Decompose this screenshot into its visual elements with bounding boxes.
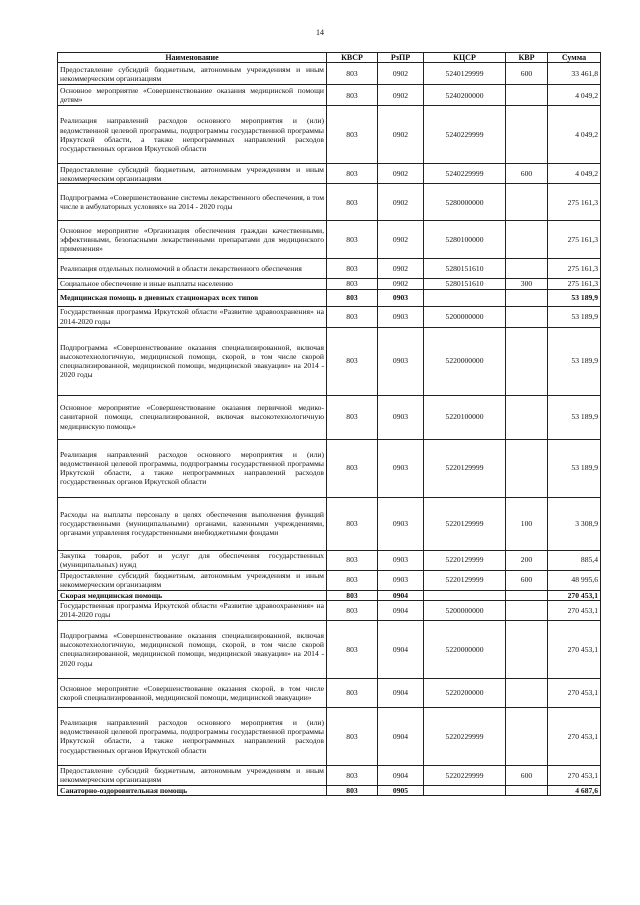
row-kvr: 200 (506, 550, 548, 570)
row-name: Государственная программа Иркутской области «Развитие здравоохранения» на 2014-2020 годы (58, 600, 327, 620)
table-row (58, 570, 601, 590)
row-kcsr (424, 289, 506, 306)
row-kcsr: 5220200000 (424, 678, 506, 707)
row-name: Подпрограмма «Совершенствование оказания специализированной, включая высокотехнологичную, медицинской помощи, скорой, в том числе скорой специализированной, медицинской помощи, медицинской эвакуации» на 2014 - 2020 годы (58, 620, 327, 678)
table-row (58, 439, 601, 497)
row-kvr (506, 395, 548, 439)
row-kcsr: 5220000000 (424, 327, 506, 395)
row-rzpr: 0902 (378, 63, 424, 85)
row-sum: 270 453,1 (548, 678, 601, 707)
table-row (58, 497, 601, 550)
row-name: Подпрограмма «Совершенствование системы лекарственного обеспечения, в том числе в амбулаторных условиях» на 2014 - 2020 годы (58, 184, 327, 221)
table-row (58, 63, 601, 85)
row-kcsr: 5280151610 (424, 279, 506, 289)
row-kvsr: 803 (327, 550, 378, 570)
row-sum: 885,4 (548, 550, 601, 570)
row-kcsr: 5220129999 (424, 550, 506, 570)
row-rzpr: 0903 (378, 570, 424, 590)
page-number: 14 (316, 28, 324, 37)
row-name: Основное мероприятие «Организация обеспечения граждан качественными, эффективными, безопасными лекарственными препаратами для медицинского применения» (58, 221, 327, 259)
row-sum: 270 453,1 (548, 590, 601, 600)
row-sum: 53 189,9 (548, 327, 601, 395)
row-kvr (506, 106, 548, 164)
row-sum: 4 687,6 (548, 785, 601, 795)
budget-table (57, 52, 601, 796)
table-row (58, 85, 601, 106)
row-name: Основное мероприятие «Совершенствование оказания медицинской помощи детям» (58, 85, 327, 106)
row-name: Государственная программа Иркутской области «Развитие здравоохранения» на 2014-2020 годы (58, 306, 327, 327)
row-rzpr: 0903 (378, 289, 424, 306)
row-kvr: 300 (506, 279, 548, 289)
row-kvr (506, 707, 548, 765)
header-rzpr: РзПР (378, 53, 424, 63)
row-rzpr: 0904 (378, 600, 424, 620)
row-kvsr: 803 (327, 570, 378, 590)
row-kcsr: 5200000000 (424, 306, 506, 327)
row-kvsr: 803 (327, 85, 378, 106)
row-sum: 275 161,3 (548, 184, 601, 221)
row-name: Санаторно-оздоровительная помощь (58, 785, 327, 795)
row-sum: 3 308,9 (548, 497, 601, 550)
row-kvsr: 803 (327, 289, 378, 306)
row-kvr (506, 600, 548, 620)
row-name: Основное мероприятие «Совершенствование оказания первичной медико-санитарной помощи, специализированной, включая высокотехнологичную медицинскую помощь» (58, 395, 327, 439)
row-kvsr: 803 (327, 327, 378, 395)
table-row (58, 550, 601, 570)
row-kvr (506, 439, 548, 497)
row-rzpr: 0902 (378, 164, 424, 184)
row-kvsr: 803 (327, 259, 378, 279)
header-kvr: КВР (506, 53, 548, 63)
row-rzpr: 0903 (378, 550, 424, 570)
row-kcsr: 5220129999 (424, 570, 506, 590)
row-rzpr: 0902 (378, 221, 424, 259)
row-kvsr: 803 (327, 279, 378, 289)
row-kcsr: 5240229999 (424, 106, 506, 164)
row-name: Предоставление субсидий бюджетным, автономным учреждениям и иным некоммерческим организациям (58, 765, 327, 785)
row-kcsr: 5200000000 (424, 600, 506, 620)
row-kvr (506, 221, 548, 259)
row-kvr (506, 259, 548, 279)
row-kvsr: 803 (327, 765, 378, 785)
table-row (58, 678, 601, 707)
header-kvsr: КВСР (327, 53, 378, 63)
row-sum: 48 995,6 (548, 570, 601, 590)
row-kvr (506, 678, 548, 707)
row-kvr: 100 (506, 497, 548, 550)
row-rzpr: 0902 (378, 259, 424, 279)
row-rzpr: 0904 (378, 707, 424, 765)
row-rzpr: 0902 (378, 184, 424, 221)
table-row (58, 164, 601, 184)
header-sum: Сумма (548, 53, 601, 63)
row-sum: 275 161,3 (548, 221, 601, 259)
row-sum: 270 453,1 (548, 707, 601, 765)
row-kcsr: 5280000000 (424, 184, 506, 221)
row-rzpr: 0904 (378, 678, 424, 707)
row-rzpr: 0903 (378, 306, 424, 327)
section-row (58, 785, 601, 795)
row-kvsr: 803 (327, 164, 378, 184)
row-kvr (506, 289, 548, 306)
row-sum: 275 161,3 (548, 259, 601, 279)
row-rzpr: 0904 (378, 765, 424, 785)
row-kvsr: 803 (327, 63, 378, 85)
table-row (58, 221, 601, 259)
row-kvsr: 803 (327, 221, 378, 259)
row-sum: 4 049,2 (548, 164, 601, 184)
row-kvr (506, 327, 548, 395)
row-kvsr: 803 (327, 184, 378, 221)
row-rzpr: 0903 (378, 395, 424, 439)
row-name: Реализация направлений расходов основного мероприятия и (или) ведомственной целевой программы, подпрограммы государственной программы Иркутской области, а также непрограммных направлений расходов государственных органов Иркутской области (58, 707, 327, 765)
row-kvsr: 803 (327, 620, 378, 678)
row-kcsr: 5240200000 (424, 85, 506, 106)
section-row (58, 289, 601, 306)
row-kcsr (424, 590, 506, 600)
row-kvsr: 803 (327, 785, 378, 795)
row-sum: 4 049,2 (548, 106, 601, 164)
row-kcsr: 5280100000 (424, 221, 506, 259)
row-kcsr: 5240229999 (424, 164, 506, 184)
row-name: Основное мероприятие «Совершенствование оказания скорой, в том числе скорой специализированной, медицинской помощи, медицинской эвакуации» (58, 678, 327, 707)
row-kvr (506, 590, 548, 600)
row-kvsr: 803 (327, 306, 378, 327)
row-kvsr: 803 (327, 497, 378, 550)
section-row (58, 590, 601, 600)
row-sum: 4 049,2 (548, 85, 601, 106)
row-kvsr: 803 (327, 707, 378, 765)
row-sum: 275 161,3 (548, 279, 601, 289)
row-name: Предоставление субсидий бюджетным, автономным учреждениям и иным некоммерческим организациям (58, 570, 327, 590)
table-row (58, 184, 601, 221)
row-kcsr: 5220000000 (424, 620, 506, 678)
table-row (58, 106, 601, 164)
row-name: Предоставление субсидий бюджетным, автономным учреждениям и иным некоммерческим организациям (58, 63, 327, 85)
header-kcsr: КЦСР (424, 53, 506, 63)
row-sum: 270 453,1 (548, 620, 601, 678)
row-kcsr (424, 785, 506, 795)
row-name: Медицинская помощь в дневных стационарах всех типов (58, 289, 327, 306)
row-name: Скорая медицинская помощь (58, 590, 327, 600)
row-kvr (506, 85, 548, 106)
row-kvsr: 803 (327, 600, 378, 620)
row-rzpr: 0902 (378, 279, 424, 289)
table-row (58, 395, 601, 439)
row-rzpr: 0904 (378, 590, 424, 600)
table-row (58, 306, 601, 327)
row-name: Предоставление субсидий бюджетным, автономным учреждениям и иным некоммерческим организациям (58, 164, 327, 184)
row-kvr (506, 184, 548, 221)
row-rzpr: 0902 (378, 85, 424, 106)
table-row (58, 620, 601, 678)
table-header-row (58, 53, 601, 63)
row-rzpr: 0905 (378, 785, 424, 795)
row-kvr (506, 306, 548, 327)
row-sum: 53 189,9 (548, 395, 601, 439)
row-kvsr: 803 (327, 439, 378, 497)
table-row (58, 765, 601, 785)
row-kvsr: 803 (327, 395, 378, 439)
row-name: Подпрограмма «Совершенствование оказания специализированной, включая высокотехнологичную, медицинской помощи, скорой, в том числе скорой специализированной, медицинской помощи, медицинской эвакуации» на 2014 - 2020 годы (58, 327, 327, 395)
row-name: Реализация направлений расходов основного мероприятия и (или) ведомственной целевой программы, подпрограммы государственной программы Иркутской области, а также непрограммных направлений расходов государственных органов Иркутской области (58, 439, 327, 497)
header-name: Наименование (58, 53, 327, 63)
table-row (58, 327, 601, 395)
row-kvr: 600 (506, 570, 548, 590)
row-name: Социальное обеспечение и иные выплаты населению (58, 279, 327, 289)
table-row (58, 279, 601, 289)
table-row (58, 600, 601, 620)
row-sum: 53 189,9 (548, 306, 601, 327)
row-kvr (506, 620, 548, 678)
row-kcsr: 5220229999 (424, 765, 506, 785)
row-kvr: 600 (506, 164, 548, 184)
row-name: Реализация направлений расходов основного мероприятия и (или) ведомственной целевой программы, подпрограммы государственной программы Иркутской области, а также непрограммных направлений расходов государственных органов Иркутской области (58, 106, 327, 164)
table-row (58, 259, 601, 279)
row-kvr (506, 785, 548, 795)
row-sum: 53 189,9 (548, 289, 601, 306)
row-kcsr: 5220229999 (424, 707, 506, 765)
table-row (58, 707, 601, 765)
row-kcsr: 5220129999 (424, 439, 506, 497)
row-kcsr: 5240129999 (424, 63, 506, 85)
row-name: Расходы на выплаты персоналу в целях обеспечения выполнения функций государственными (муниципальными) органами, казенными учреждениями, органами управления государственными внебюджетными фондами (58, 497, 327, 550)
row-rzpr: 0902 (378, 106, 424, 164)
row-kvsr: 803 (327, 590, 378, 600)
row-name: Реализация отдельных полномочий в области лекарственного обеспечения (58, 259, 327, 279)
row-kcsr: 5280151610 (424, 259, 506, 279)
row-rzpr: 0903 (378, 497, 424, 550)
row-kcsr: 5220129999 (424, 497, 506, 550)
row-sum: 270 453,1 (548, 600, 601, 620)
row-sum: 33 461,8 (548, 63, 601, 85)
row-kvr: 600 (506, 63, 548, 85)
row-kvsr: 803 (327, 106, 378, 164)
row-sum: 53 189,9 (548, 439, 601, 497)
row-sum: 270 453,1 (548, 765, 601, 785)
row-rzpr: 0903 (378, 439, 424, 497)
row-kvr: 600 (506, 765, 548, 785)
row-rzpr: 0904 (378, 620, 424, 678)
row-kcsr: 5220100000 (424, 395, 506, 439)
row-rzpr: 0903 (378, 327, 424, 395)
row-name: Закупка товаров, работ и услуг для обеспечения государственных (муниципальных) нужд (58, 550, 327, 570)
row-kvsr: 803 (327, 678, 378, 707)
